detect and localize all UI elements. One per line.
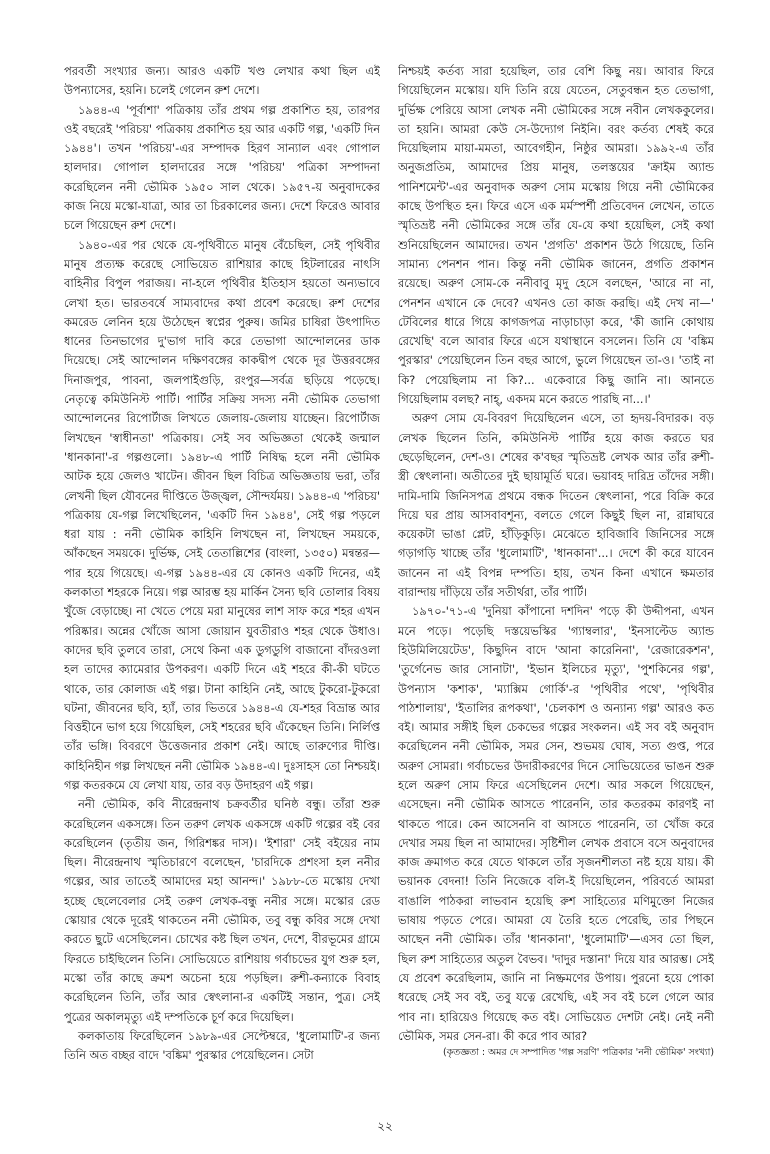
paragraph: ১৯৭০-'৭১-এ 'দুনিয়া কাঁপানো দশদিন' পড়ে কী উদ্দীপনা, এখন মনে পড়ে। পড়েছি দস্তয়েভস্কির 'গ্যাম্বলার', 'ইনসাল্টেড অ্যান্ড হিউমিলিয়েটেড', কিছুদিন বাদে 'আনা কারেনিনা', 'রেজারেকশন', 'তুর্গেনেভ জার সোনাটা', 'ইভান ইলিচের মৃত্যু', 'পুশকিনের গল্প', উপন্যাস 'কশাক', 'ম্যাক্সিম গোর্কি'-র 'পৃথিবীর পথে', 'পৃথিবীর পাঠশালায়', 'ইতালির রূপকথা', 'চেলকাশ ও অন্যান্য গল্প' আরও কত বই। আমার সঙ্গীই ছিল চেকভের গল্পের সংকলন। এই সব বই অনুবাদ করেছিলেন ননী ভৌমিক, সমর সেন, শুভময় ঘোষ, সত্য গুপ্ত, পরে অরুণ সোমরা। গর্বাচভের উদারীকরণের দিনে সোভিয়েতের ভাঙন শুরু হলে অরুণ সোম ফিরে এসেছিলেন দেশে। আর সকলে গিয়েছেন, এসেছেন। ননী ভৌমিক আসতে পারেননি, তার কতরকম কারণই না থাকতে পারে। কেন আসেননি বা আসতে পারেননি, তা খোঁজ করে দেখার সময় ছিল না আমাদের। সৃষ্টিশীল লেখক প্রবাসে বসে অনুবাদের কাজ ক্রমাগত করে যেতে থাকলে তাঁর সৃজনশীলতা নষ্ট হয়ে যায়। কী ভয়ানক বেদনা! তিনি নিজেকে বলি-ই দিয়েছিলেন, পরিবর্তে আমরা বাঙালি পাঠকরা লাভবান হয়েছি রুশ সাহিত্যের মণিমুক্তো নিজের ভাষায় পড়তে পেরে। আমরা যে তৈরি হতে পেরেছি, তার পিছনে আছেন ননী ভৌমিক। তাঁর 'ধানকানা', 'ধুলোমাটি'—এসব তো ছিল, ছিল রুশ সাহিত্যের অতুল বৈভব। 'দাদুর দস্তানা' দিয়ে যার আরম্ভ। সেই যে প্রবেশ করেছিলাম, জানি না নিষ্ক্রমণের উপায়। পুরনো হয়ে পোকা ধরেছে সেই সব বই, তবু যত্নে রেখেছি, এই সব বই চলে গেলে আর পাব না। হারিয়েও গিয়েছে কত বই। সোভিয়েত দেশটা নেই। নেই ননী ভৌমিক, সমর সেন-রা। কী করে পাব আর? <box>398 604 714 1043</box>
paragraph: কলকাতায় ফিরেছিলেন ১৯৮৯-এর সেপ্টেম্বরে, 'ধুলোমাটি'-র জন্য তিনি অত বচ্ছর বাদে 'বঙ্কিম' পুরস্কার পেয়েছিলেন। সেটা <box>64 1028 380 1063</box>
paragraph: ১৯৪৪-এ 'পূর্বাশা' পত্রিকায় তাঁর প্রথম গল্প প্রকাশিত হয়, তারপর ওই বছরেই 'পরিচয়' পত্রিকায় প্রকাশিত হয় আর একটি গল্প, 'একটি দিন ১৯৪৪'। তখন 'পরিচয়'-এর সম্পাদক হিরণ সান্যাল এবং গোপাল হালদার। গোপাল হালদারের সঙ্গে 'পরিচয়' পত্রিকা সম্পাদনা করেছিলেন ননী ভৌমিক ১৯৫০ সাল থেকে। ১৯৫৭-য় অনুবাদকের কাজ নিয়ে মস্কো-যাত্রা, আর তা চিরকালের জন্য। দেশে ফিরেও আবার চলে গিয়েছেন রুশ দেশে। <box>64 102 380 233</box>
article-page <box>64 62 714 1102</box>
paragraph: ১৯৪০-এর পর থেকে যে-পৃথিবীতে মানুষ বেঁচেছিল, সেই পৃথিবীর মানুষ প্রত্যক্ষ করেছে সোভিয়েত রাশিয়ার কাছে হিটলারের নাৎসি বাহিনীর বিপুল পরাজয়। না-হলে পৃথিবীর ইতিহাস হয়তো অন্যভাবে লেখা হত। ভারতবর্ষে সাম্যবাদের কথা প্রবেশ করেছে। রুশ দেশের কমরেড লেনিন হয়ে উঠেছেন স্বপ্নের পুরুষ। জমির চাষিরা উৎপাদিত ধানের তিনভাগের দু'ভাগ দাবি করে তেভাগা আন্দোলনের ডাক দিয়েছে। সেই আন্দোলন দক্ষিণবঙ্গের কাকদ্বীপ থেকে দূর উত্তরবঙ্গের দিনাজপুর, পাবনা, জলপাইগুড়ি, রংপুর—সর্বত্র ছড়িয়ে পড়েছে। নেতৃত্বে কমিউনিস্ট পার্টি। পার্টির সক্রিয় সদস্য ননী ভৌমিক তেভাগা আন্দোলনের রিপোর্টাজ লিখতে জেলায়-জেলায় যাচ্ছেন। রিপোর্টাজ লিখছেন 'স্বাধীনতা' পত্রিকায়। সেই সব অভিজ্ঞতা থেকেই জন্মাল 'ধানকানা'-র গল্পগুলো। ১৯৪৮-এ পার্টি নিষিদ্ধ হলে ননী ভৌমিক আটক হয়ে জেলও খাটেন। জীবন ছিল বিচিত্র অভিজ্ঞতায় ভরা, তাঁর লেখনী ছিল যৌবনের দীপ্তিতে উজ্জ্বল, সৌন্দর্যময়। ১৯৪৪-এ 'পরিচয়' পত্রিকায় যে-গল্প লিখেছিলেন, 'একটি দিন ১৯৪৪', সেই গল্প পড়লে ধরা যায় : ননী ভৌমিক কাহিনি লিখছেন না, লিখছেন সময়কে, আঁকছেন সময়কে। দুর্ভিক্ষ, সেই তেতাল্লিশের (বাংলা, ১৩৫০) মন্বন্তর—পার হয়ে গিয়েছে। এ-গল্প ১৯৪৪-এর যে কোনও একটি দিনের, এই কলকাতা শহরকে নিয়ে। গল্প আরম্ভ হয় মার্কিন সৈন্য ছবি তোলার বিষয় খুঁজে বেড়াচ্ছে। না খেতে পেয়ে মরা মানুষের লাশ সাফ করে শহর এখন পরিষ্কার। অন্নের খোঁজে আসা জোয়ান যুবতীরাও শহর থেকে উধাও। কাদের ছবি তুলবে তারা, সেথে কিনা এক ডুগডুগি বাজানো বাঁদরওলা হল তাদের ক্যামেরার উপকরণ। একটি দিনে এই শহরে কী-কী ঘটতে থাকে, তার কোলাজ এই গল্প। টানা কাহিনি নেই, আছে টুকরো-টুকরো ঘটনা, জীবনের ছবি, হ্যাঁ, তার ভিতরে ১৯৪৪-এ যে-শহর বিভ্রান্ত আর বিত্তহীনে ভাগ হয়ে গিয়েছিল, সেই শহরের ছবি এঁকেছেন তিনি। নির্লিপ্ত তাঁর ভঙ্গি। বিবরণে উত্তেজনার প্রকাশ নেই। আছে তারুণ্যের দীপ্তি। কাহিনিহীন গল্প লিখছেন ননী ভৌমিক ১৯৪৪-এ। দুঃসাহস তো নিশ্চয়ই। গল্প কতরকমে যে লেখা যায়, তার বড় উদাহরণ এই গল্প। <box>64 237 380 792</box>
paragraph: ননী ভৌমিক, কবি নীরেন্দ্রনাথ চক্রবর্তীর ঘনিষ্ঠ বন্ধু। তাঁরা শুরু করেছিলেন একসঙ্গে। তিন তরুণ লেখক একসঙ্গে একটি গল্পের বই বের করেছিলেন (তৃতীয় জন, গিরিশঙ্কর দাস)। 'ইশারা' সেই বইয়ের নাম ছিল। নীরেন্দ্রনাথ স্মৃতিচারণে বলেছেন, 'চারদিকে প্রশংসা হল ননীর গল্পের, আর তাতেই আমাদের মহা আনন্দ।' ১৯৮৮-তে মস্কোয় দেখা হচ্ছে ছেলেবেলার সেই তরুণ লেখক-বন্ধু ননীর সঙ্গে। মস্কোর রেড স্কোয়ার থেকে দূরেই থাকতেন ননী ভৌমিক, তবু বন্ধু কবির সঙ্গে দেখা করতে ছুটে এসেছিলেন। চোখের কষ্ট ছিল তখন, দেশে, বীরভূমের গ্রামে ফিরতে চাইছিলেন তিনি। সোভিয়েতে রাশিয়ায় গর্বাচভের যুগ শুরু হল, মস্কো তাঁর কাছে ক্রমশ অচেনা হয়ে পড়ছিল। রুশী-কন্যাকে বিবাহ করেছিলেন তিনি, তাঁর আর স্বেৎলানা-র একটিই সন্তান, পুত্র। সেই পুত্রের অকালমৃত্যু এই দম্পতিকে চূর্ণ করে দিয়েছিল। <box>64 797 380 1024</box>
right-column <box>398 62 714 1086</box>
paragraph: নিশ্চয়ই কর্তব্য সারা হয়েছিল, তার বেশি কিছু নয়। আবার ফিরে গিয়েছিলেন মস্কোয়। যদি তিনি রয়ে যেতেন, সেতুবন্ধন হত তেভাগা, দুর্ভিক্ষ পেরিয়ে আসা লেখক ননী ভৌমিকের সঙ্গে নবীন লেখককুলের। তা হয়নি। আমরা কেউ সে-উদ্যোগ নিইনি। বরং কর্তব্য শেষই করে দিয়েছিলাম মায়া-মমতা, আবেগহীন, নিষ্ঠুর আমরা। ১৯৯২-এ তাঁর অনুজপ্রতিম, আমাদের প্রিয় মানুষ, তলস্তয়ের 'ক্রাইম অ্যান্ড পানিশমেন্ট'-এর অনুবাদক অরুণ সোম মস্কোয় গিয়ে ননী ভৌমিকের কাছে উপস্থিত হন। ফিরে এসে এক মর্মস্পর্শী প্রতিবেদন লেখেন, তাতে স্মৃতিভ্রষ্ট ননী ভৌমিকের সঙ্গে তাঁর যে-যে কথা হয়েছিল, সেই কথা শুনিয়েছিলেন আমাদের। তখন 'প্রগতি' প্রকাশন উঠে গিয়েছে, তিনি সামান্য পেনশন পান। কিন্তু ননী ভৌমিক জানেন, প্রগতি প্রকাশন রয়েছে। অরুণ সোম-কে ননীবাবু মৃদু হেসে বলছেন, 'আরে না না, পেনশন এখানে কে দেবে? এখনও তো কাজ করছি। এই দেখ না—' টেবিলের ধারে গিয়ে কাগজপত্র নাড়াচাড়া করে, 'কী জানি কোথায় রেখেছি' বলে আবার ফিরে এসে যথাস্থানে বসলেন। তিনি যে 'বঙ্কিম পুরস্কার' পেয়েছিলেন তিন বছর আগে, ভুলে গিয়েছেন তা-ও। 'তাই না কি? পেয়েছিলাম না কি?... একেবারে কিছু জানি না। আনতে গিয়েছিলাম বলছ? নাহ্, একদম মনে করতে পারছি না...।' <box>398 64 714 407</box>
paragraph: অরুণ সোম যে-বিবরণ দিয়েছিলেন এসে, তা হৃদয়-বিদারক। বড় লেখক ছিলেন তিনি, কমিউনিস্ট পার্টির হয়ে কাজ করতে ঘর ছেড়েছিলেন, দেশ-ও। শেষের ক'বছর স্মৃতিভ্রষ্ট লেখক আর তাঁর রুশী-স্ত্রী স্বেৎলানা। অতীতের দুই ছায়ামূর্তি ঘরে। ভয়াবহ দারিদ্র তাঁদের সঙ্গী। দামি-দামি জিনিসপত্র প্রথমে বন্ধক দিতেন স্বেৎলানা, পরে বিক্রি করে দিয়ে ঘর প্রায় আসবাবশূন্য, বলতে গেলে কিছুই ছিল না, রান্নাঘরে কয়েকটা ভাঙা প্লেট, হাঁড়িকুড়ি। মেঝেতে হাবিজাবি জিনিসের সঙ্গে গড়াগড়ি খাচ্ছে তাঁর 'ধুলোমাটি', 'ধানকানা'...। দেশে কী করে যাবেন জানেন না এই বিপন্ন দম্পতি। হায়, তখন কিনা এখানে ক্ষমতার বারান্দায় দাঁড়িয়ে তাঁর সতীর্থরা, তাঁর পার্টি। <box>398 411 714 600</box>
paragraph: পরবর্তী সংখ্যার জন্য। আরও একটি খণ্ড লেখার কথা ছিল এই উপন্যাসের, হয়নি। চলেই গেলেন রুশ দেশে। <box>64 64 380 98</box>
page-number: ২২ <box>377 1119 393 1133</box>
left-column <box>64 62 380 1086</box>
credit-note: (কৃতজ্ঞতা : অমর দে সম্পাদিত 'গল্প সরণি' পত্রিকার 'ননী ভৌমিক' সংখ্যা) <box>442 1047 714 1059</box>
